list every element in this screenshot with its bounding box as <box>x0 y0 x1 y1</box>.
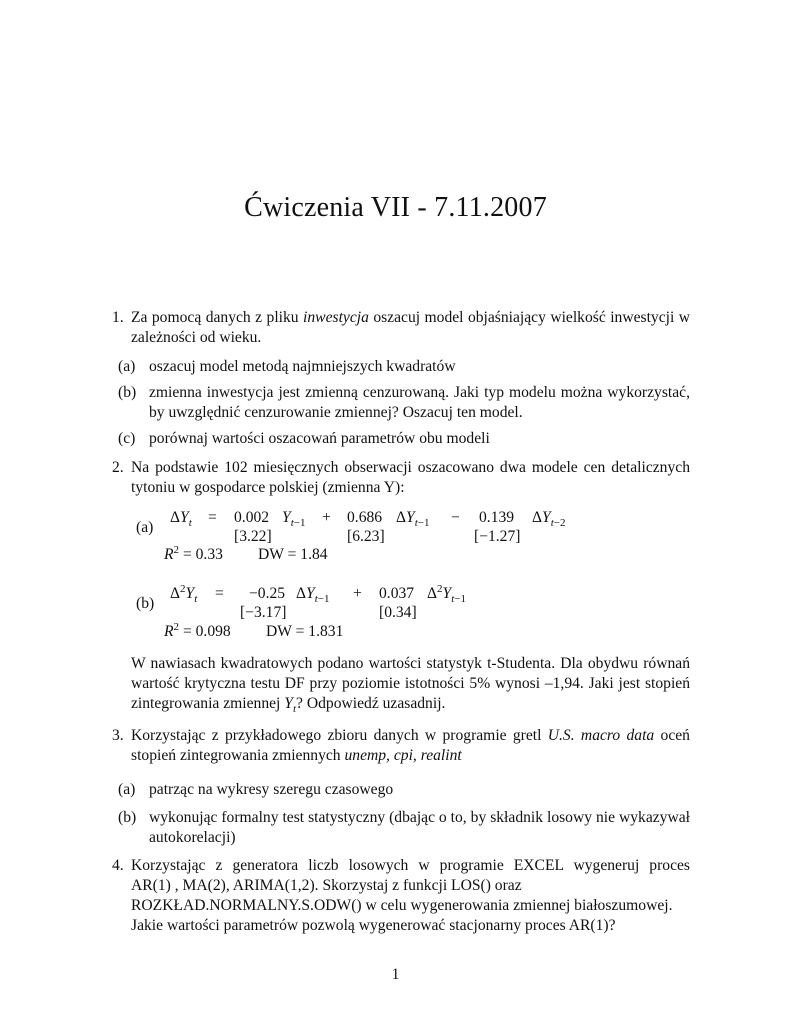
sub-item-a <box>112 780 690 800</box>
coefficient: 0.037 <box>379 585 415 602</box>
sub-item-c <box>112 429 690 449</box>
t-statistic: [−1.27] <box>474 528 521 545</box>
question-2 <box>112 458 690 498</box>
text-part: ? Odpowiedź uzasadnij. <box>296 695 446 712</box>
question-2-paragraph <box>112 654 690 714</box>
text-part: Za pomocą danych z pliku <box>131 309 304 326</box>
question-4 <box>112 856 690 936</box>
question-3 <box>112 726 690 848</box>
sub-item-a <box>112 357 690 377</box>
plus-sign: + <box>322 509 331 526</box>
r-squared-value: = 0.33 <box>182 546 223 563</box>
question-text <box>131 726 690 766</box>
t-statistic: [3.22] <box>234 528 272 545</box>
minus-sign: − <box>451 509 460 526</box>
t-statistic: [6.23] <box>347 528 385 545</box>
sub-text: oszacuj model metodą najmniejszych kwadratów <box>149 358 456 375</box>
t-statistic: [−3.17] <box>240 604 287 621</box>
variable-y: Y <box>284 695 293 712</box>
sub-item-b <box>112 383 690 423</box>
lhs: $\Delta^2Y_t$ <box>170 582 198 606</box>
r-squared: $R^2 = 0.33$ <box>164 543 223 563</box>
durbin-watson: DW = 1.831 <box>266 623 344 640</box>
equals-sign: = <box>208 509 217 526</box>
t-statistic: [0.34] <box>379 604 417 621</box>
regressor: $\Delta Y_{t-2}$ <box>532 509 566 530</box>
dataset-name: U.S. macro data <box>547 727 655 744</box>
text-part: oceń stopień zintegrowania zmiennych <box>131 727 690 764</box>
sub-label: (a) <box>118 358 136 375</box>
file-name: inwestycja <box>303 309 369 326</box>
sub-label: (b) <box>118 809 137 826</box>
question-number: 2. <box>112 459 124 476</box>
text-part: W nawiasach kwadratowych podano wartości statystyk t-Studenta. Dla obydwu równań wartość krytyczna testu DF przy poziomie istotności 5% wynosi –1,94. Jaki jest stopień zintegrowania zmiennej <box>131 655 690 712</box>
text-part: oszacuj model objaśniający wielkość inwestycji w zależności od wieku. <box>131 309 690 346</box>
coefficient: 0.139 <box>479 509 515 526</box>
coefficient: −0.25 <box>249 585 286 602</box>
sub-label: (b) <box>118 384 137 401</box>
model-label: (b) <box>136 595 155 612</box>
r-squared-value: = 0.098 <box>182 623 231 640</box>
question-text <box>131 856 690 936</box>
variable-names: unemp, cpi, realint <box>344 747 462 764</box>
subscript-t: t <box>292 703 297 716</box>
paragraph-text <box>131 654 690 714</box>
text-line: Jakie wartości parametrów pozwolą wygenerować stacjonarny proces AR(1)? <box>131 917 616 934</box>
sub-label: (c) <box>118 430 136 447</box>
r-squared: $R^2 = 0.098$ <box>164 620 231 640</box>
model-label: (a) <box>136 519 154 536</box>
regressor: $\Delta Y_{t-1}$ <box>396 509 430 530</box>
regressor: $\Delta^2Y_{t-1}$ <box>427 582 466 606</box>
text-line: Korzystając z generatora liczb losowych w programie EXCEL wygeneruj proces <box>131 857 690 874</box>
sub-text: patrząc na wykresy szeregu czasowego <box>149 781 394 798</box>
sub-label: (a) <box>118 781 136 798</box>
question-number: 3. <box>112 727 124 744</box>
text-line: ROZKŁAD.NORMALNY.S.ODW() w celu wygenerowania zmiennej białoszumowej. <box>131 897 673 914</box>
lhs: $\Delta Y_t$ <box>170 509 192 530</box>
regressor: $Y_{t-1}$ <box>282 509 306 530</box>
plus-sign: + <box>353 585 362 602</box>
question-1 <box>112 308 690 449</box>
coefficient: 0.002 <box>234 509 270 526</box>
text-part: Korzystając z przykładowego zbioru danych w programie gretl <box>131 727 548 744</box>
sub-item-b <box>112 808 690 848</box>
sub-text: zmienna inwestycja jest zmienną cenzurowaną. Jaki typ modelu można wykorzystać, by uwzględnić cenzurowanie zmiennej? Oszacuj ten model. <box>149 384 690 421</box>
question-number: 4. <box>112 857 124 874</box>
coefficient: 0.686 <box>347 509 383 526</box>
equals-sign: = <box>215 585 224 602</box>
page-title: Ćwiczenia VII - 7.11.2007 <box>244 192 547 223</box>
question-number: 1. <box>112 309 124 326</box>
text-line: AR(1) , MA(2), ARIMA(1,2). Skorzystaj z funkcji LOS() oraz <box>131 877 522 894</box>
question-text <box>131 308 690 348</box>
sub-text: porównaj wartości oszacowań parametrów obu modeli <box>149 430 490 447</box>
page-number: 1 <box>391 966 400 983</box>
durbin-watson: DW = 1.84 <box>258 546 328 563</box>
question-text: Na podstawie 102 miesięcznych obserwacji oszacowano dwa modele cen detalicznych tytoniu w gospodarce polskiej (zmienna Y): <box>131 459 690 496</box>
regressor: $\Delta Y_{t-1}$ <box>296 585 330 606</box>
sub-text: wykonując formalny test statystyczny (dbając o to, by składnik losowy nie wykazywał autokorelacji) <box>149 809 690 846</box>
